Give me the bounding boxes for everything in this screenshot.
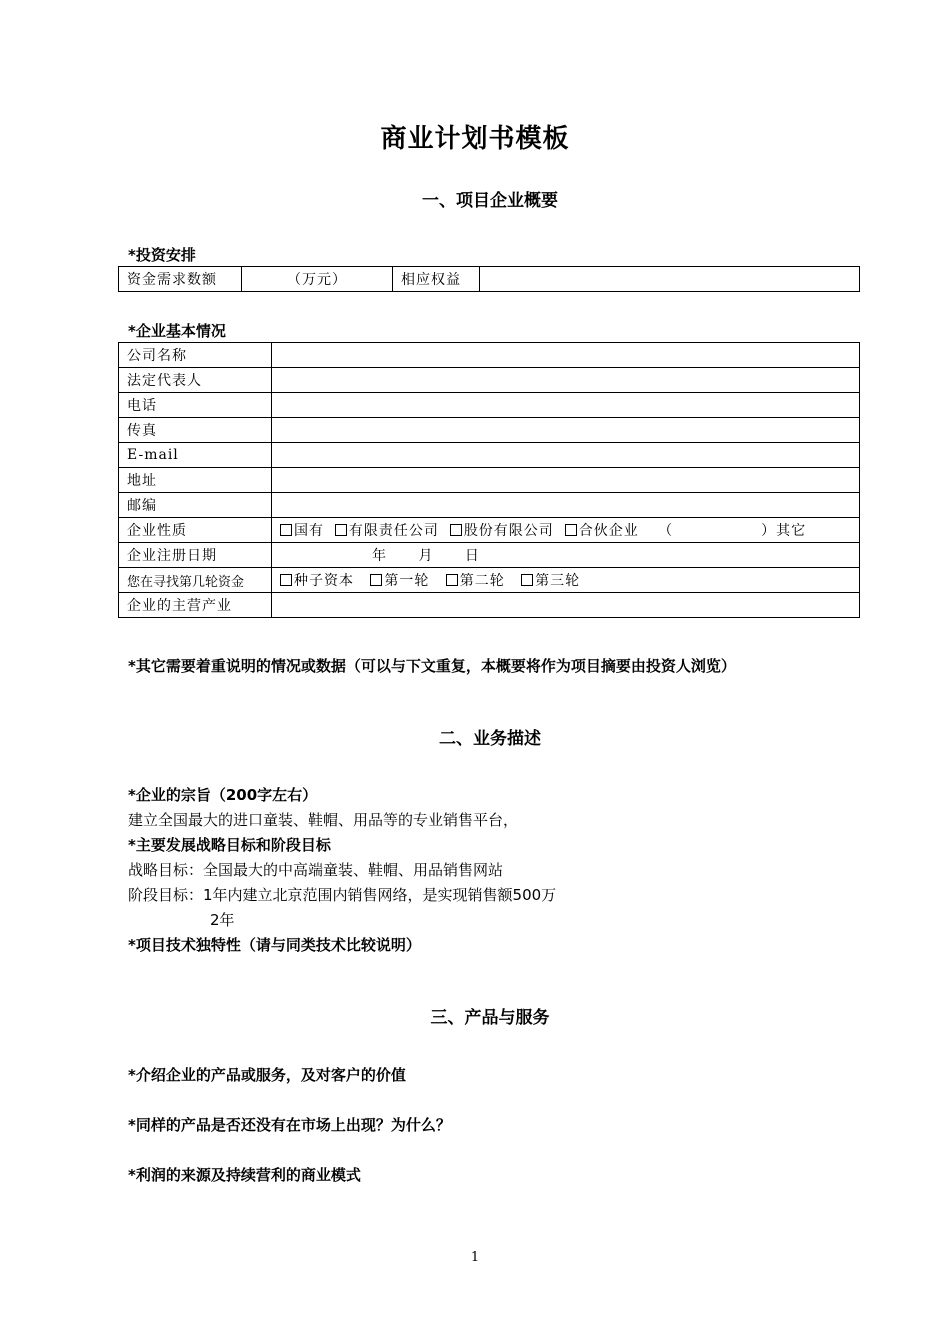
section-2-heading: 二、业务描述 (439, 729, 541, 749)
option-label: 国有 (294, 523, 324, 539)
option-label: 有限责任公司 (348, 523, 439, 539)
checkbox-partnership[interactable] (565, 524, 577, 536)
row-label: 邮编 (119, 493, 272, 518)
reg-date-label: 企业注册日期 (119, 543, 272, 568)
option-label: 种子资本 (294, 573, 354, 589)
purpose-text: 建立全国最大的进口童装、鞋帽、用品等的专业销售平台， (128, 811, 519, 829)
funding-label: 资金需求数额 (119, 267, 242, 292)
checkbox-round-1[interactable] (370, 574, 382, 586)
table-row (119, 267, 860, 292)
row-label: 电话 (119, 393, 272, 418)
option-label: 第二轮 (459, 573, 505, 589)
market-question: *同样的产品是否还没有在市场上出现？为什么？ (128, 1116, 451, 1134)
row-label: E-mail (119, 443, 272, 468)
stage-goal: 阶段目标：1年内建立北京范围内销售网络，是实现销售额500万 (128, 886, 557, 904)
funding-unit: （万元） (242, 267, 393, 292)
row-label: 传真 (119, 418, 272, 443)
purpose-label: *企业的宗旨（200字左右） (128, 786, 318, 804)
option-label: 第一轮 (384, 573, 430, 589)
other-note: *其它需要着重说明的情况或数据（可以与下文重复，本概要将作为项目摘要由投资人浏览） (128, 657, 736, 675)
funding-round-options (272, 568, 860, 593)
row-label: 地址 (119, 468, 272, 493)
checkbox-limited-liability[interactable] (335, 524, 347, 536)
option-label: 合伙企业 (578, 523, 639, 539)
strategy-label: *主要发展战略目标和阶段目标 (128, 836, 331, 854)
table-row (119, 568, 860, 593)
reg-date-field[interactable] (272, 543, 860, 568)
table-row (119, 518, 860, 543)
stage-goal-2: 2年 (210, 911, 235, 929)
table-row (119, 368, 860, 393)
section-3-heading: 三、产品与服务 (430, 1008, 550, 1028)
row-label: 法定代表人 (119, 368, 272, 393)
phone-field[interactable] (272, 393, 860, 418)
address-field[interactable] (272, 468, 860, 493)
legal-rep-field[interactable] (272, 368, 860, 393)
strategy-goal: 战略目标：全国最大的中高端童装、鞋帽、用品销售网站 (128, 861, 504, 879)
month-label: 月 (418, 548, 434, 564)
table-row (119, 593, 860, 618)
year-label: 年 (372, 548, 387, 564)
funding-round-label: 您在寻找第几轮资金 (119, 568, 272, 593)
investment-label: *投资安排 (128, 246, 196, 264)
document-title: 商业计划书模板 (380, 124, 570, 154)
nature-options (272, 518, 860, 543)
checkbox-round-3[interactable] (521, 574, 533, 586)
main-industry-field[interactable] (272, 593, 860, 618)
checkbox-joint-stock[interactable] (450, 524, 462, 536)
equity-value[interactable] (480, 267, 860, 292)
investment-table (118, 266, 860, 292)
checkbox-seed[interactable] (280, 574, 292, 586)
table-row (119, 493, 860, 518)
checkbox-state-owned[interactable] (280, 524, 292, 536)
checkbox-round-2[interactable] (446, 574, 458, 586)
equity-label: 相应权益 (393, 267, 480, 292)
tech-label: *项目技术独特性（请与同类技术比较说明） (128, 936, 421, 954)
section-1-heading: 一、项目企业概要 (422, 191, 558, 211)
day-label: 日 (464, 548, 480, 564)
email-field[interactable] (272, 443, 860, 468)
basic-info-label: *企业基本情况 (128, 322, 226, 340)
table-row (119, 418, 860, 443)
company-name-field[interactable] (272, 343, 860, 368)
postcode-field[interactable] (272, 493, 860, 518)
option-label: 第三轮 (535, 573, 581, 589)
page-number: 1 (470, 1250, 480, 1265)
fax-field[interactable] (272, 418, 860, 443)
table-row (119, 393, 860, 418)
table-row (119, 343, 860, 368)
table-row (119, 543, 860, 568)
table-row (119, 443, 860, 468)
table-row (119, 468, 860, 493)
other-open: （ (658, 523, 674, 539)
basic-info-table (118, 342, 860, 618)
profit-question: *利润的来源及持续营利的商业模式 (128, 1166, 361, 1184)
row-label: 公司名称 (119, 343, 272, 368)
product-question: *介绍企业的产品或服务，及对客户的价值 (128, 1066, 406, 1084)
main-industry-label: 企业的主营产业 (119, 593, 272, 618)
other-close: ）其它 (761, 523, 807, 539)
nature-label: 企业性质 (119, 518, 272, 543)
option-label: 股份有限公司 (463, 523, 554, 539)
